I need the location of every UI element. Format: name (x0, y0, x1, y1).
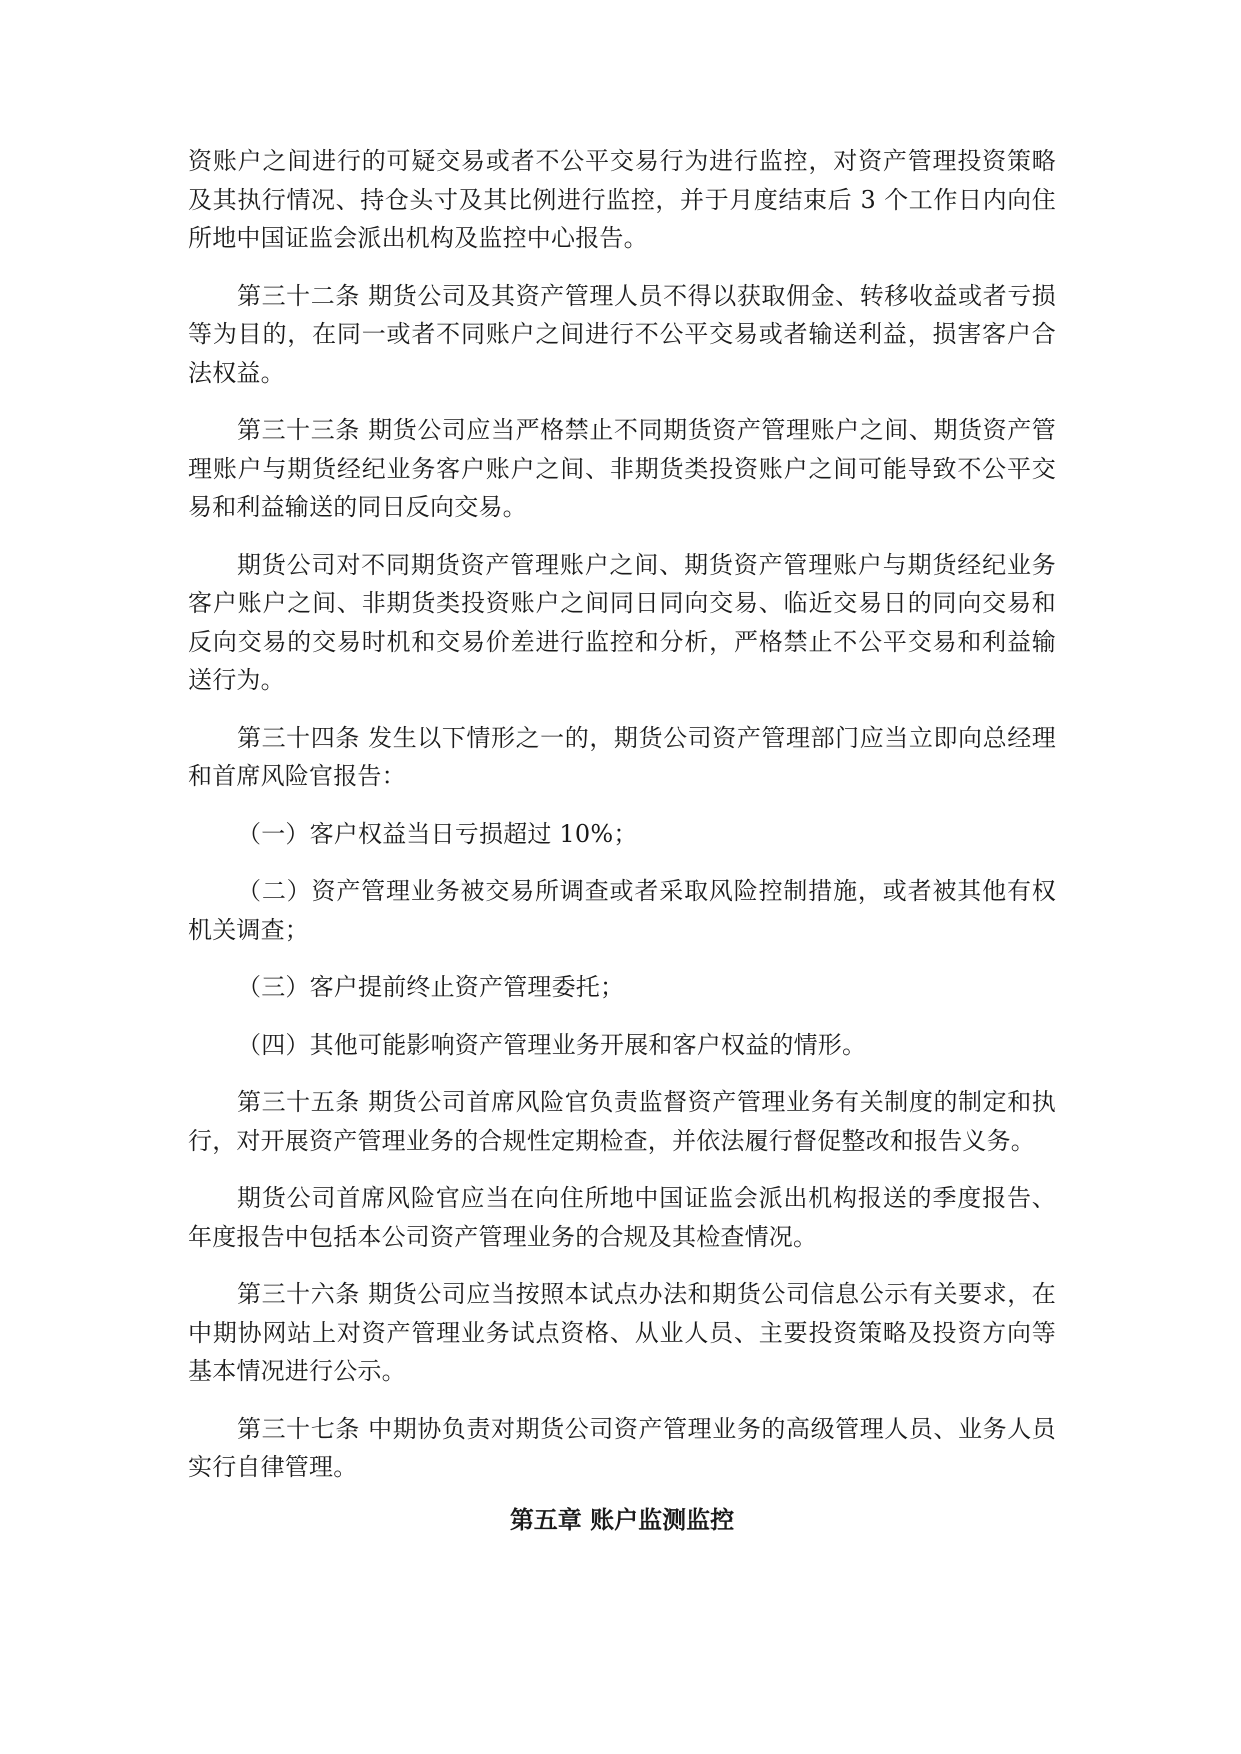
article-34: 第三十四条 发生以下情形之一的，期货公司资产管理部门应当立即向总经理和首席风险官报告： (188, 723, 1056, 790)
article-34-item-4: （四）其他可能影响资产管理业务开展和客户权益的情形。 (237, 1030, 867, 1059)
article-34-item-3: （三）客户提前终止资产管理委托； (237, 973, 625, 1001)
article-36: 第三十六条 期货公司应当按照本试点办法和期货公司信息公示有关要求，在中期协网站上对资产管理业务试点资格、从业人员、主要投资策略及投资方向等基本情况进行公示。 (188, 1280, 1056, 1385)
article-35-clause-2: 期货公司首席风险官应当在向住所地中国证监会派出机构报送的季度报告、年度报告中包括本公司资产管理业务的合规及其检查情况。 (188, 1184, 1056, 1251)
chapter-heading: 第五章 账户监测监控 (509, 1505, 735, 1534)
article-37: 第三十七条 中期协负责对期货公司资产管理业务的高级管理人员、业务人员实行自律管理。 (188, 1414, 1056, 1481)
article-34-item-1: （一）客户权益当日亏损超过 10%； (237, 819, 638, 848)
paragraph-continuation: 资账户之间进行的可疑交易或者不公平交易行为进行监控，对资产管理投资策略及其执行情况、持仓头寸及其比例进行监控，并于月度结束后 3 个工作日内向住所地中国证监会派出机构及监控中心报告。 (188, 147, 1056, 252)
article-32: 第三十二条 期货公司及其资产管理人员不得以获取佣金、转移收益或者亏损等为目的，在同一或者不同账户之间进行不公平交易或者输送利益，损害客户合法权益。 (188, 281, 1056, 387)
article-33: 第三十三条 期货公司应当严格禁止不同期货资产管理账户之间、期货资产管理账户与期货经纪业务客户账户之间、非期货类投资账户之间可能导致不公平交易和利益输送的同日反向交易。 (188, 416, 1056, 521)
document-page (188, 142, 1056, 1539)
article-33-clause-2: 期货公司对不同期货资产管理账户之间、期货资产管理账户与期货经纪业务客户账户之间、非期货类投资账户之间同日同向交易、临近交易日的同向交易和反向交易的交易时机和交易价差进行监控和分析，严格禁止不公平交易和利益输送行为。 (188, 550, 1056, 694)
article-35: 第三十五条 期货公司首席风险官负责监督资产管理业务有关制度的制定和执行，对开展资产管理业务的合规性定期检查，并依法履行督促整改和报告义务。 (188, 1088, 1056, 1155)
article-34-item-2: （二）资产管理业务被交易所调查或者采取风险控制措施，或者被其他有权机关调查； (188, 877, 1056, 944)
